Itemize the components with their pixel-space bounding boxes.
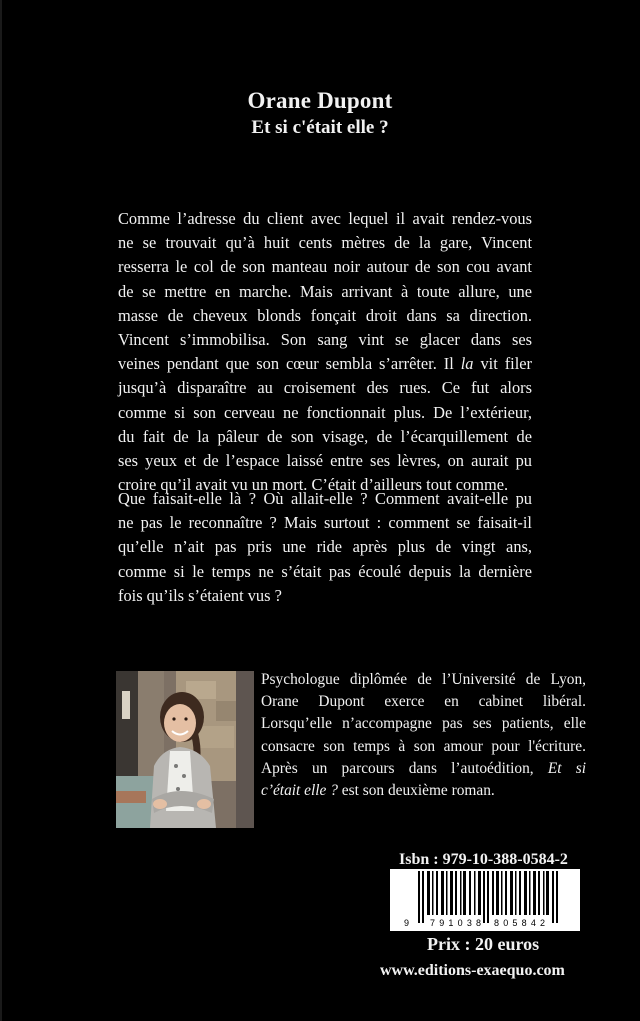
blurb-line: croire qu’il avait vu un mort. C’était d’ailleurs tout comme. bbox=[118, 475, 509, 495]
blurb-line bbox=[118, 352, 532, 376]
cover-edge bbox=[0, 0, 2, 1021]
price-label: Prix : 20 euros bbox=[427, 934, 540, 954]
bio-line bbox=[261, 780, 586, 802]
blurb-line: Comme l’adresse du client avec lequel il avait rendez-vous bbox=[118, 209, 532, 228]
blurb-line: ne se trouvait qu’à huit cents mètres de la gare, Vincent bbox=[118, 233, 532, 253]
blurb-line: ne pas le reconnaître ? Mais surtout : comment se faisait-il bbox=[118, 513, 532, 533]
blurb-text: vit filer bbox=[473, 354, 532, 374]
author-name: Orane Dupont bbox=[247, 88, 393, 113]
blurb-line: comme si son cerveau ne fonctionnait plus. De l’extérieur, bbox=[118, 402, 532, 422]
bio-text: est son deuxième roman. bbox=[337, 782, 495, 800]
blurb-line: Que faisait-elle là ? Où allait-elle ? Comment avait-elle pu bbox=[118, 489, 532, 508]
barcode-icon bbox=[390, 869, 580, 931]
blurb-paragraph-1 bbox=[118, 207, 532, 497]
author-portrait-icon bbox=[116, 671, 254, 828]
bio-line: Lorsqu’elle n’accompagne pas ses patients, elle bbox=[261, 715, 586, 733]
barcode-right-digits: 805842 bbox=[494, 918, 550, 928]
isbn-label: Isbn : 979-10-388-0584-2 bbox=[399, 851, 568, 868]
blurb-line: jusqu’à disparaître au croisement des rues. Ce fut alors bbox=[118, 378, 532, 398]
blurb-line: Vincent s’immobilisa. Son sang vint se glacer dans ses bbox=[118, 330, 532, 350]
author-photo bbox=[116, 671, 254, 828]
author-bio bbox=[261, 669, 586, 802]
barcode-left-digits: 791038 bbox=[430, 918, 486, 928]
bio-italic-title: c’était elle ? bbox=[261, 782, 338, 800]
blurb-line: resserra le col de son manteau noir autour de son cou avant bbox=[118, 257, 532, 277]
bio-line bbox=[261, 758, 586, 780]
bio-line: Psychologue diplômée de l’Université de Lyon, bbox=[261, 671, 586, 688]
bio-text: Après un parcours dans l’autoédition, bbox=[261, 759, 548, 777]
blurb-line: ses yeux et de l’espace laissé entre ses lèvres, on aurait pu bbox=[118, 451, 532, 471]
book-title: Et si c'était elle ? bbox=[251, 117, 389, 138]
blurb-text: veines pendant que son cœur sembla s’arrêter. Il bbox=[118, 354, 461, 374]
bio-line: consacre son temps à son amour pour l'écriture. bbox=[261, 737, 586, 755]
blurb-line: du fait de la pâleur de son visage, de l’écarquillement de bbox=[118, 426, 532, 446]
blurb-line: de se mettre en marche. Mais arrivant à toute allure, une bbox=[118, 281, 532, 301]
publisher-website: www.editions-exaequo.com bbox=[380, 962, 565, 979]
blurb-line: qu’elle n’ait pas pris une ride après plus de vingt ans, bbox=[118, 537, 532, 557]
blurb-italic-text: la bbox=[460, 354, 474, 374]
isbn-barcode bbox=[390, 869, 580, 931]
blurb-line: comme si le temps ne s’était pas écoulé depuis la dernière bbox=[118, 561, 532, 581]
blurb-line: masse de cheveux blonds fonçait droit dans sa direction. bbox=[118, 305, 532, 325]
blurb-paragraph-2 bbox=[118, 487, 532, 608]
bio-line: Orane Dupont exerce en cabinet libéral. bbox=[261, 693, 586, 711]
bio-italic-title: Et si bbox=[547, 759, 587, 777]
title-block bbox=[0, 86, 640, 140]
blurb-line: fois qu’ils s’étaient vus ? bbox=[118, 585, 282, 605]
barcode-first-digit: 9 bbox=[404, 918, 410, 928]
